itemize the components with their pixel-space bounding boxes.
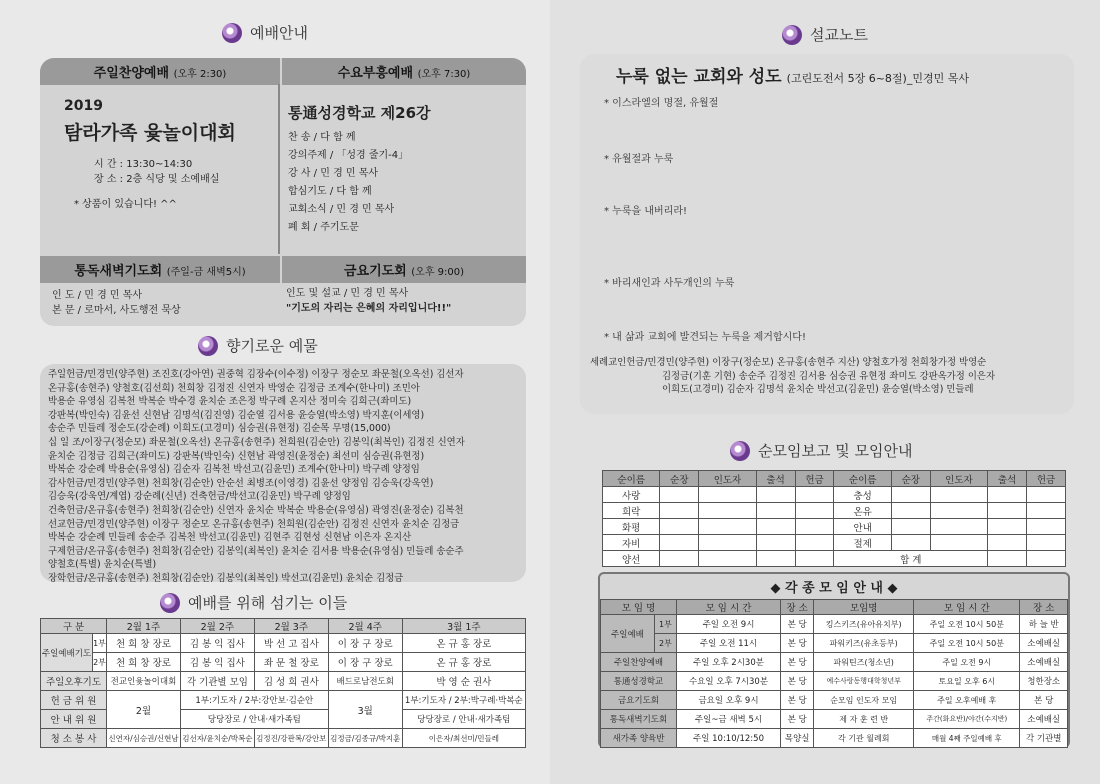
offering-line: 장학헌금/온규홍(송현주) 천희창(김순안) 김봉익(최복인) 박선고(김윤민) 윤치순 김정금 — [48, 572, 404, 582]
offering-line: 선교헌금/민경민(양주현) 이장구 정순모 온규홍(송현주) 천희원(김순안) 김정진 신연자 윤치순 김정금 — [48, 518, 460, 530]
divider — [278, 84, 280, 254]
offering-line: 양철호(특별) 윤치순(특별) — [48, 559, 157, 571]
flower-icon — [222, 23, 242, 43]
dawn-info: 인 도 / 민 경 민 목사 본 문 / 로마서, 사도행전 묵상 — [52, 290, 181, 316]
event-note: * 상품이 있습니다! ^^ — [74, 199, 177, 210]
meetings-table: 모 임 명 모 임 시 간 장 소 모임명 모 임 시 간 장 소 주일예배 1부 주일 오전 9시 본 당 킹스키즈(유아유치부) 주일 오전 10시 50분 하 늘 반 2부 주일 오전 11시 본 당 파워키즈(유초등부) 주일 오전 10시 50분 소예배실 주일찬양예배 주일 오후 2시30분 본 당 파워틴즈(청소년) 주일 오전 9시 소예배실 통通성경학교 수요일 오후 7시30분 본 당 예수사랑동행대학청년부 토요일 오후 6시 청한장소 금요기도회 금요일 오후 9시 본 당 순모임 인도자 모임 주일 오후예배 후 본 당 통독새벽기도회 주일~금 새벽 5시 본 당 제 자 훈 련 반 주간(화요반)/야간(수지반) 소예배실 새가족 양육반 주일 10:10/12:50 목양실 각 기관 월례회 매월 4째 주일예배 후 각 기관별 — [600, 599, 1068, 748]
offering-line: 박복순 강순례 민들레 송순주 김복천 박선고(김윤민) 김현주 김현성 신현남 이은자 온지산 — [48, 532, 412, 544]
flower-icon — [198, 336, 218, 356]
offering-line: 박복순 강순례 박용순(유영심) 김순자 김복천 박선고(김윤민) 조계수(한나미) 박구례 양정임 — [48, 464, 420, 476]
offering-line: 윤치순 김정금 김희근(좌미도) 강판복(박인숙) 신현남 곽영진(윤정순) 최선미 심승권(유현정) — [48, 450, 425, 462]
memorial-offering: 세례교인헌금/민경민(양주현) 이장구(정순모) 온규홍(송현주 지산) 양철호가정 천희창가정 박영순 김정금(기훈 기현) 송순주 김정진 김서용 심승권 유현정 좌미도 강판옥가정 이은자 이희도(고경미) 김순자 김명석 윤치순 박선고(김윤민) 윤승열(박소영) 민들레 — [590, 357, 995, 396]
worship-title: 예배안내 — [222, 22, 308, 43]
worship-panel — [40, 58, 526, 326]
servers-table: 구 분 2월 1주 2월 2주 2월 3주 2월 4주 3월 1주 주일예배기도 1부 천 희 창 장로 김 봉 익 집사 박 선 고 집사 이 장 구 장로 온 규 홍 장로 2부 천 희 창 장로 김 봉 익 집사 좌 문 철 장로 이 장 구 장로 온 규 홍 장로 주일오후기도 전교인윷놀이대회 각 기관별 모임 김 성 희 권사 배드로남전도회 박 영 순 권사 헌 금 위 원 2월 1부:기도자 / 2부:강안보·김순안 3월 1부:기도자 / 2부:박구례·박복순 안 내 위 원 당당장로 / 안내·새가족팀 당당장로 / 안내·새가족팀 청 소 봉 사 신연자/심승권/신현남 김선자/윤치순/박복순 김정진/강판복/강안보 김정금/김종규/박지훈 이은자/최선미/민들레 — [40, 618, 526, 748]
flower-icon — [782, 25, 802, 45]
event-year: 2019 — [64, 98, 103, 114]
offering-line: 구제헌금/온규홍(송현주) 천희창(김순안) 김봉익(최복인) 윤치순 김서용 박용순(유영심) 민들레 송순주 — [48, 545, 464, 557]
sermon-point: * 바리새인과 사두개인의 누룩 — [604, 278, 735, 289]
offering-line: 송순주 민들레 정순도(강순례) 이희도(고경미) 심승권(유현정) 김순목 무명(15,000) — [48, 423, 391, 435]
offering-line: 감사헌금/민경민(양주현) 천희창(김순안) 안순선 최병조(이영경) 김윤선 양정임 김승욱(강욱연) — [48, 477, 434, 489]
offering-line: 건축헌금/온규홍(송현주) 천희창(김순안) 신연자 윤치순 박복순 박용순(유영심) 곽영진(윤정순) 김복천 — [48, 504, 464, 516]
sermon-heading: 누룩 없는 교회와 성도 (고린도전서 5장 6~8절)_민경민 목사 — [616, 67, 969, 87]
flower-icon — [160, 593, 180, 613]
offering-panel — [40, 364, 526, 582]
dawn-header: 통독새벽기도회 (주일-금 새벽5시) — [40, 256, 280, 283]
sunday-header: 주일찬양예배 (오후 2:30) — [40, 58, 280, 85]
sermon-point: * 이스라엘의 명절, 유월절 — [604, 98, 719, 109]
event-place: 장 소 : 2층 식당 및 소예배실 — [94, 174, 220, 185]
friday-info: 인도 및 설교 / 민 경 민 목사 "기도의 자리는 은혜의 자리입니다!!" — [286, 288, 452, 314]
school-list: 찬 송 / 다 함 께 강의주제 / 「성경 줄기-4」 강 사 / 민 경 민 목사 합심기도 / 다 함 께 교회소식 / 민 경 민 목사 폐 회 / 주기도문 — [288, 132, 409, 233]
offering-line: 강판복(박인숙) 김윤선 신현남 김명석(김진영) 김순열 김서용 윤승열(박소영) 박지훈(이세영) — [48, 409, 425, 421]
offering-line: 박용순 유영심 김복천 박복순 박수경 윤치순 조은정 박구례 온지산 정미숙 김희근(좌미도) — [48, 396, 412, 408]
sermon-point: * 유월절과 누룩 — [604, 154, 674, 165]
sermon-title: 설교노트 — [782, 24, 868, 45]
servers-title: 예배를 위해 섬기는 이들 — [160, 592, 347, 613]
sermon-panel — [580, 54, 1074, 414]
meetings-title: ◆ 각 종 모 임 안 내 ◆ — [770, 581, 898, 596]
offering-line: 온규홍(송현주) 양철호(김선희) 천희창 김정진 신연자 박영순 김정금 조계수(한나미) 조민아 — [48, 382, 420, 394]
offering-line: 김승욱(강욱연/계엽) 강순례(신년) 건축헌금/박선고(김윤민) 박구례 양정임 — [48, 491, 351, 503]
offering-title: 향기로운 예물 — [198, 335, 318, 356]
cell-title: 순모임보고 및 모임안내 — [730, 440, 912, 461]
right-page — [550, 0, 1100, 784]
wednesday-header: 수요부흥예배 (오후 7:30) — [282, 58, 526, 85]
sermon-point: * 내 삶과 교회에 발견되는 누룩을 제거합시다! — [604, 332, 806, 343]
cell-table: 순이름 순장 인도자 출석 헌금 순이름 순장 인도자 출석 헌금 사랑 충성 희락 온유 화평 안내 자비 절제 양선 합 계 — [602, 470, 1066, 567]
event-box — [64, 98, 236, 212]
offering-line: 십 일 조/이장구(정순모) 좌문철(오옥선) 온규홍(송현주) 천희원(김순안) 김봉익(최복인) 김정진 신연자 — [48, 436, 465, 448]
flower-icon — [730, 441, 750, 461]
friday-header: 금요기도회 (오후 9:00) — [282, 256, 526, 283]
school-title: 통通성경학교 제26강 — [288, 104, 431, 122]
event-name: 탐라가족 윷놀이대회 — [64, 122, 236, 144]
meetings-box — [598, 572, 1070, 748]
offering-line: 주일헌금/민경민(양주현) 조진호(강아연) 권중혁 김장수(이수정) 이장구 정순모 좌문철(오옥선) 김선자 — [48, 369, 464, 380]
school-box — [288, 102, 431, 237]
event-time: 시 간 : 13:30~14:30 — [94, 159, 193, 170]
sermon-point: * 누룩을 내버리라! — [604, 206, 687, 217]
